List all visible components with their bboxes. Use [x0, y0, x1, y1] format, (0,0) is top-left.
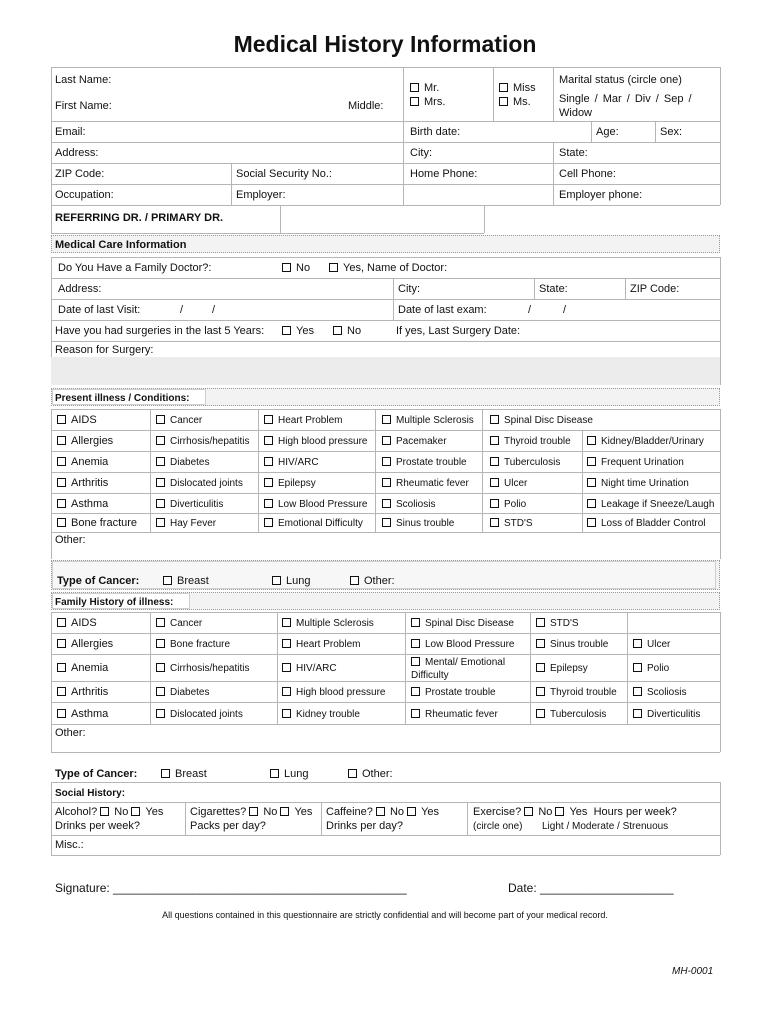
checkbox[interactable]: [587, 457, 596, 466]
family-history-item-label: Mental/ Emotional: [425, 657, 506, 668]
checkbox[interactable]: [587, 436, 596, 445]
family-history-item-label: Asthma: [71, 708, 109, 720]
checkbox[interactable]: [156, 478, 165, 487]
family-history-checkbox-item[interactable]: [536, 708, 606, 721]
checkbox[interactable]: [382, 415, 391, 424]
present-illness-item-label: Ulcer: [504, 478, 528, 489]
checkbox[interactable]: [382, 457, 391, 466]
present-illness-item-label: Allergies: [71, 435, 114, 447]
family-history-checkbox-item[interactable]: [411, 708, 498, 721]
family-history-checkbox-item[interactable]: [282, 686, 386, 699]
checkbox[interactable]: [490, 518, 499, 527]
present-illness-checkbox-item[interactable]: [264, 456, 319, 469]
checkbox[interactable]: [536, 709, 545, 718]
family-history-item-label: Thyroid trouble: [550, 687, 617, 698]
checkbox[interactable]: [156, 436, 165, 445]
referring-doctor-field[interactable]: [282, 207, 482, 231]
family-history-checkbox-item[interactable]: [57, 638, 113, 651]
checkbox[interactable]: [270, 769, 279, 778]
marital-status-options[interactable]: Single / Mar / Div / Sep /: [559, 93, 692, 105]
occupation-label: Occupation:: [55, 189, 114, 201]
present-illness-checkbox-item[interactable]: [264, 414, 342, 427]
last-exam-slash-2: /: [563, 304, 567, 316]
social-history-heading: Social History:: [55, 788, 126, 799]
family-history-item-label: Arthritis: [71, 686, 109, 698]
checkbox[interactable]: [282, 618, 291, 627]
present-illness-item-label: Dislocated joints: [170, 478, 243, 489]
present-illness-checkbox-item[interactable]: [490, 414, 593, 427]
zip-label: ZIP Code:: [55, 168, 105, 180]
reason-surgery-label: Reason for Surgery:: [55, 344, 154, 356]
checkbox[interactable]: [282, 326, 291, 335]
present-illness-checkbox-item[interactable]: [156, 414, 202, 427]
present-illness-item-label: Cancer: [170, 415, 203, 426]
state-label: State:: [559, 147, 588, 159]
checkbox[interactable]: [536, 618, 545, 627]
exercise-question: Exercise? No Yes Hours per week?: [473, 806, 677, 818]
family-history-item-label: Scoliosis: [647, 687, 687, 698]
caffeine-question: Caffeine? No Yes: [326, 806, 440, 818]
family-history-checkbox-item[interactable]: [282, 617, 374, 630]
checkbox[interactable]: [329, 263, 338, 272]
family-history-checkbox-item[interactable]: [282, 662, 337, 675]
family-history-checkbox-item[interactable]: [57, 686, 108, 699]
present-illness-item-label: Pacemaker: [396, 436, 447, 447]
present-illness-checkbox-item[interactable]: [382, 414, 474, 427]
present-illness-item-label: Tuberculosis: [504, 457, 561, 468]
present-illness-item-label: Low Blood Pressure: [278, 499, 368, 510]
employer-label: Employer:: [236, 189, 286, 201]
present-cancer-other-option[interactable]: Other:: [350, 575, 395, 588]
checkbox[interactable]: [57, 709, 66, 718]
family-history-checkbox-item[interactable]: [536, 662, 588, 675]
present-illness-checkbox-item[interactable]: [156, 477, 243, 490]
present-illness-heading: Present illness / Conditions:: [55, 393, 190, 404]
alcohol-drinks-label: Drinks per week?: [55, 820, 140, 832]
cigarettes-question: Cigarettes? No Yes: [190, 806, 313, 818]
present-illness-checkbox-item[interactable]: [490, 435, 571, 448]
family-history-checkbox-item[interactable]: [156, 617, 202, 630]
checkbox[interactable]: [499, 83, 508, 92]
birth-date-label: Birth date:: [410, 126, 461, 138]
family-history-checkbox-item[interactable]: [633, 638, 670, 651]
cigarettes-packs-label: Packs per day?: [190, 820, 266, 832]
present-illness-item-label: Sinus trouble: [396, 518, 455, 529]
present-illness-item-label: Kidney/Bladder/Urinary: [601, 436, 704, 447]
checkbox[interactable]: [490, 457, 499, 466]
checkbox[interactable]: [57, 639, 66, 648]
checkbox[interactable]: [156, 709, 165, 718]
checkbox[interactable]: [156, 618, 165, 627]
middle-name-label: Middle:: [348, 100, 384, 112]
checkbox[interactable]: [407, 807, 416, 816]
family-history-checkbox-item[interactable]: [411, 638, 515, 651]
present-illness-checkbox-item[interactable]: [382, 517, 454, 530]
family-history-item-label: Sinus trouble: [550, 639, 609, 650]
checkbox[interactable]: [264, 499, 273, 508]
age-label: Age:: [596, 126, 619, 138]
present-illness-checkbox-item[interactable]: [587, 517, 706, 530]
checkbox[interactable]: [382, 436, 391, 445]
family-history-item-label: Ulcer: [647, 639, 671, 650]
checkbox[interactable]: [57, 687, 66, 696]
present-illness-checkbox-item[interactable]: [382, 435, 447, 448]
checkbox[interactable]: [382, 518, 391, 527]
title-miss-option[interactable]: Miss: [499, 82, 536, 95]
last-surgery-date-label: If yes, Last Surgery Date:: [396, 325, 521, 337]
checkbox[interactable]: [264, 415, 273, 424]
checkbox[interactable]: [587, 499, 596, 508]
present-illness-item-label: Epilepsy: [278, 478, 316, 489]
present-illness-item-label: Spinal Disc Disease: [504, 415, 593, 426]
ssn-label: Social Security No.:: [236, 168, 332, 180]
present-illness-item-label: Leakage if Sneeze/Laugh: [601, 499, 715, 510]
family-history-item-label: Multiple Sclerosis: [296, 618, 374, 629]
checkbox[interactable]: [282, 263, 291, 272]
family-cancer-breast-option[interactable]: Breast: [161, 768, 207, 781]
present-illness-checkbox-item[interactable]: [156, 456, 209, 469]
present-illness-item-label: Arthritis: [71, 477, 109, 489]
present-illness-checkbox-item[interactable]: [264, 498, 368, 511]
present-cancer-type-label: Type of Cancer:: [57, 575, 140, 587]
present-illness-checkbox-item[interactable]: [57, 456, 108, 469]
checkbox[interactable]: [57, 499, 66, 508]
doctor-address-label: Address:: [58, 283, 102, 295]
checkbox[interactable]: [348, 769, 357, 778]
family-history-checkbox-item[interactable]: [536, 617, 579, 630]
doctor-zip-label: ZIP Code:: [630, 283, 680, 295]
family-history-item-label: AIDS: [71, 617, 97, 629]
present-illness-item-label: Scoliosis: [396, 499, 436, 510]
present-illness-checkbox-item[interactable]: [264, 517, 363, 530]
checkbox[interactable]: [382, 478, 391, 487]
checkbox[interactable]: [156, 687, 165, 696]
family-history-item-label: Cancer: [170, 618, 203, 629]
checkbox[interactable]: [264, 478, 273, 487]
checkbox[interactable]: [536, 663, 545, 672]
family-history-checkbox-item[interactable]: [536, 686, 617, 699]
checkbox[interactable]: [587, 478, 596, 487]
family-cancer-other-option[interactable]: Other:: [348, 768, 393, 781]
checkbox[interactable]: [156, 639, 165, 648]
family-history-item-label: Epilepsy: [550, 663, 588, 674]
signature-line[interactable]: Signature: ____________________________________________: [55, 881, 407, 895]
checkbox[interactable]: [411, 709, 420, 718]
last-exam-label: Date of last exam:: [398, 304, 487, 316]
family-history-item-label: Low Blood Pressure: [425, 639, 515, 650]
checkbox[interactable]: [161, 769, 170, 778]
present-illness-checkbox-item[interactable]: [587, 456, 684, 469]
checkbox[interactable]: [382, 499, 391, 508]
family-history-checkbox-item[interactable]: [156, 708, 243, 721]
family-history-checkbox-item[interactable]: [536, 638, 608, 651]
present-illness-item-label: Diabetes: [170, 457, 210, 468]
present-illness-item-label: Multiple Sclerosis: [396, 415, 474, 426]
present-illness-checkbox-item[interactable]: [156, 517, 216, 530]
present-illness-item-label: Hay Fever: [170, 518, 217, 529]
family-history-checkbox-item[interactable]: [57, 662, 108, 675]
present-illness-checkbox-item[interactable]: [587, 477, 689, 490]
present-illness-item-label: Bone fracture: [71, 517, 138, 529]
present-illness-item-label: Night time Urination: [601, 478, 689, 489]
checkbox[interactable]: [536, 639, 545, 648]
checkbox[interactable]: [411, 639, 420, 648]
present-illness-checkbox-item[interactable]: [57, 517, 137, 530]
checkbox[interactable]: [282, 687, 291, 696]
city-label: City:: [410, 147, 432, 159]
family-history-item-label: Dislocated joints: [170, 709, 243, 720]
present-illness-item-label: HIV/ARC: [278, 457, 319, 468]
checkbox[interactable]: [156, 499, 165, 508]
present-illness-checkbox-item[interactable]: [490, 517, 533, 530]
checkbox[interactable]: [264, 518, 273, 527]
checkbox[interactable]: [282, 663, 291, 672]
present-illness-item-label: High blood pressure: [278, 436, 368, 447]
alcohol-question: Alcohol? No Yes: [55, 806, 164, 818]
checkbox[interactable]: [57, 436, 66, 445]
checkbox[interactable]: [57, 663, 66, 672]
checkbox[interactable]: [524, 807, 533, 816]
present-illness-checkbox-item[interactable]: [57, 498, 108, 511]
date-line[interactable]: Date: ____________________: [508, 881, 674, 895]
family-history-item-label: Anemia: [71, 662, 109, 674]
exercise-circle-one: (circle one): [473, 821, 523, 832]
checkbox[interactable]: [499, 97, 508, 106]
surgeries-yes-option[interactable]: Yes: [282, 325, 314, 338]
family-doctor-yes-option[interactable]: Yes, Name of Doctor:: [329, 262, 447, 275]
last-visit-label: Date of last Visit:: [58, 304, 141, 316]
family-history-checkbox-item[interactable]: [156, 662, 249, 675]
family-history-checkbox-item[interactable]: [156, 638, 230, 651]
form-id: MH-0001: [672, 966, 714, 977]
checkbox[interactable]: [249, 807, 258, 816]
checkbox[interactable]: [57, 618, 66, 627]
present-cancer-breast-option[interactable]: Breast: [163, 575, 209, 588]
checkbox[interactable]: [57, 518, 66, 527]
present-illness-item-label: Prostate trouble: [396, 457, 467, 468]
checkbox[interactable]: [280, 807, 289, 816]
family-history-checkbox-item[interactable]: [57, 708, 108, 721]
checkbox[interactable]: [490, 436, 499, 445]
family-history-item-label: Kidney trouble: [296, 709, 360, 720]
checkbox[interactable]: [587, 518, 596, 527]
checkbox[interactable]: [410, 83, 419, 92]
checkbox[interactable]: [410, 97, 419, 106]
marital-status-widow[interactable]: Widow: [559, 107, 593, 119]
family-cancer-lung-option[interactable]: Lung: [270, 768, 308, 781]
family-history-item-label: STD'S: [550, 618, 579, 629]
checkbox[interactable]: [411, 618, 420, 627]
checkbox[interactable]: [57, 457, 66, 466]
checkbox[interactable]: [57, 478, 66, 487]
present-other-label: Other:: [55, 534, 86, 546]
employer-phone-label: Employer phone:: [559, 189, 643, 201]
last-name-label: Last Name:: [55, 74, 112, 86]
checkbox[interactable]: [633, 709, 642, 718]
checkbox[interactable]: [131, 807, 140, 816]
family-history-item-label: Allergies: [71, 638, 114, 650]
present-illness-item-label: Diverticulitis: [170, 499, 224, 510]
marital-status-label: Marital status (circle one): [559, 74, 682, 86]
last-exam-slash-1: /: [528, 304, 532, 316]
last-visit-slash-2: /: [212, 304, 216, 316]
family-history-checkbox-item[interactable]: [282, 638, 360, 651]
present-illness-checkbox-item[interactable]: [156, 435, 249, 448]
doctor-city-label: City:: [398, 283, 420, 295]
present-illness-checkbox-item[interactable]: [490, 498, 526, 511]
present-illness-checkbox-item[interactable]: [587, 435, 704, 448]
checkbox[interactable]: [264, 436, 273, 445]
family-history-item-label: Diabetes: [170, 687, 210, 698]
present-illness-item-label: Loss of Bladder Control: [601, 518, 706, 529]
present-illness-checkbox-item[interactable]: [490, 477, 527, 490]
family-history-item-label: Tuberculosis: [550, 709, 607, 720]
cell-phone-label: Cell Phone:: [559, 168, 616, 180]
present-illness-checkbox-item[interactable]: [382, 456, 467, 469]
family-cancer-type-label: Type of Cancer:: [55, 768, 138, 780]
present-illness-checkbox-item[interactable]: [57, 414, 97, 427]
family-history-checkbox-item[interactable]: [411, 617, 514, 630]
family-history-checkbox-item[interactable]: [282, 708, 360, 721]
first-name-label: First Name:: [55, 100, 112, 112]
surgeries-question: Have you had surgeries in the last 5 Years:: [55, 325, 265, 337]
checkbox[interactable]: [536, 687, 545, 696]
checkbox[interactable]: [633, 639, 642, 648]
family-history-item-label: HIV/ARC: [296, 663, 337, 674]
title-mrs-option[interactable]: Mrs.: [410, 96, 445, 109]
family-history-heading: Family History of illness:: [55, 597, 174, 608]
checkbox[interactable]: [156, 663, 165, 672]
checkbox[interactable]: [100, 807, 109, 816]
family-history-item-label: Heart Problem: [296, 639, 361, 650]
present-illness-item-label: Frequent Urination: [601, 457, 684, 468]
family-history-item-label: Prostate trouble: [425, 687, 496, 698]
title-mr-option[interactable]: Mr.: [410, 82, 439, 95]
misc-label: Misc.:: [55, 839, 84, 851]
checkbox[interactable]: [490, 415, 499, 424]
family-history-checkbox-item[interactable]: [633, 708, 700, 721]
checkbox[interactable]: [282, 709, 291, 718]
family-other-label: Other:: [55, 727, 86, 739]
address-label: Address:: [55, 147, 99, 159]
present-illness-item-label: Heart Problem: [278, 415, 343, 426]
checkbox[interactable]: [555, 807, 564, 816]
medical-care-heading: Medical Care Information: [55, 239, 187, 251]
surgeries-no-option[interactable]: No: [333, 325, 361, 338]
family-history-item-label: Polio: [647, 663, 670, 674]
checkbox[interactable]: [490, 478, 499, 487]
family-history-checkbox-item[interactable]: [57, 617, 97, 630]
family-history-checkbox-item[interactable]: [411, 656, 505, 669]
family-history-item-label: High blood pressure: [296, 687, 386, 698]
checkbox[interactable]: [156, 518, 165, 527]
page-title: Medical History Information: [233, 31, 537, 57]
present-illness-item-label: Polio: [504, 499, 527, 510]
present-illness-item-label: AIDS: [71, 414, 97, 426]
present-illness-item-label: STD'S: [504, 518, 533, 529]
reason-surgery-field[interactable]: [51, 357, 720, 385]
home-phone-label: Home Phone:: [410, 168, 478, 180]
present-illness-item-label: Cirrhosis/hepatitis: [170, 436, 250, 447]
checkbox[interactable]: [57, 415, 66, 424]
confidentiality-notice: All questions contained in this questionnaire are strictly confidential and will become part of your medical record.: [162, 910, 608, 920]
present-illness-checkbox-item[interactable]: [156, 498, 223, 511]
present-illness-item-label: Rheumatic fever: [396, 478, 469, 489]
checkbox[interactable]: [282, 639, 291, 648]
checkbox[interactable]: [333, 326, 342, 335]
checkbox[interactable]: [376, 807, 385, 816]
checkbox[interactable]: [156, 415, 165, 424]
present-illness-checkbox-item[interactable]: [587, 498, 714, 511]
present-illness-checkbox-item[interactable]: [264, 435, 368, 448]
checkbox[interactable]: [156, 457, 165, 466]
present-illness-item-label: Asthma: [71, 498, 109, 510]
present-cancer-lung-option[interactable]: Lung: [272, 575, 310, 588]
referring-doctor-label: REFERRING DR. / PRIMARY DR.: [55, 212, 224, 224]
checkbox[interactable]: [633, 663, 642, 672]
last-visit-slash-1: /: [180, 304, 184, 316]
checkbox[interactable]: [264, 457, 273, 466]
checkbox[interactable]: [411, 657, 420, 666]
checkbox[interactable]: [490, 499, 499, 508]
checkbox[interactable]: [272, 576, 281, 585]
present-illness-item-label: Anemia: [71, 456, 109, 468]
family-history-item-label: Diverticulitis: [647, 709, 701, 720]
present-illness-checkbox-item[interactable]: [382, 477, 469, 490]
title-ms-option[interactable]: Ms.: [499, 96, 531, 109]
family-history-checkbox-item[interactable]: [633, 662, 669, 675]
sex-label: Sex:: [660, 126, 683, 138]
family-history-item-label: Spinal Disc Disease: [425, 618, 514, 629]
checkbox[interactable]: [411, 687, 420, 696]
family-doctor-question: Do You Have a Family Doctor?:: [58, 262, 212, 274]
family-history-checkbox-item[interactable]: [633, 686, 686, 699]
present-illness-checkbox-item[interactable]: [264, 477, 316, 490]
present-illness-checkbox-item[interactable]: [57, 435, 113, 448]
doctor-state-label: State:: [539, 283, 568, 295]
present-illness-item-label: Emotional Difficulty: [278, 518, 363, 529]
family-history-item-label: Rheumatic fever: [425, 709, 498, 720]
present-illness-checkbox-item[interactable]: [57, 477, 108, 490]
checkbox[interactable]: [350, 576, 359, 585]
present-illness-checkbox-item[interactable]: [382, 498, 435, 511]
family-history-checkbox-item[interactable]: [411, 686, 496, 699]
exercise-intensity-options[interactable]: Light / Moderate / Strenuous: [542, 821, 669, 832]
checkbox[interactable]: [633, 687, 642, 696]
family-history-item-label: Bone fracture: [170, 639, 231, 650]
caffeine-drinks-label: Drinks per day?: [326, 820, 404, 832]
email-label: Email:: [55, 126, 86, 138]
family-doctor-no-option[interactable]: No: [282, 262, 310, 275]
checkbox[interactable]: [163, 576, 172, 585]
present-illness-item-label: Thyroid trouble: [504, 436, 571, 447]
family-history-item-label: Cirrhosis/hepatitis: [170, 663, 250, 674]
present-illness-checkbox-item[interactable]: [490, 456, 560, 469]
family-history-checkbox-item[interactable]: [156, 686, 209, 699]
family-mental-difficulty-line2: Difficulty: [411, 670, 449, 681]
